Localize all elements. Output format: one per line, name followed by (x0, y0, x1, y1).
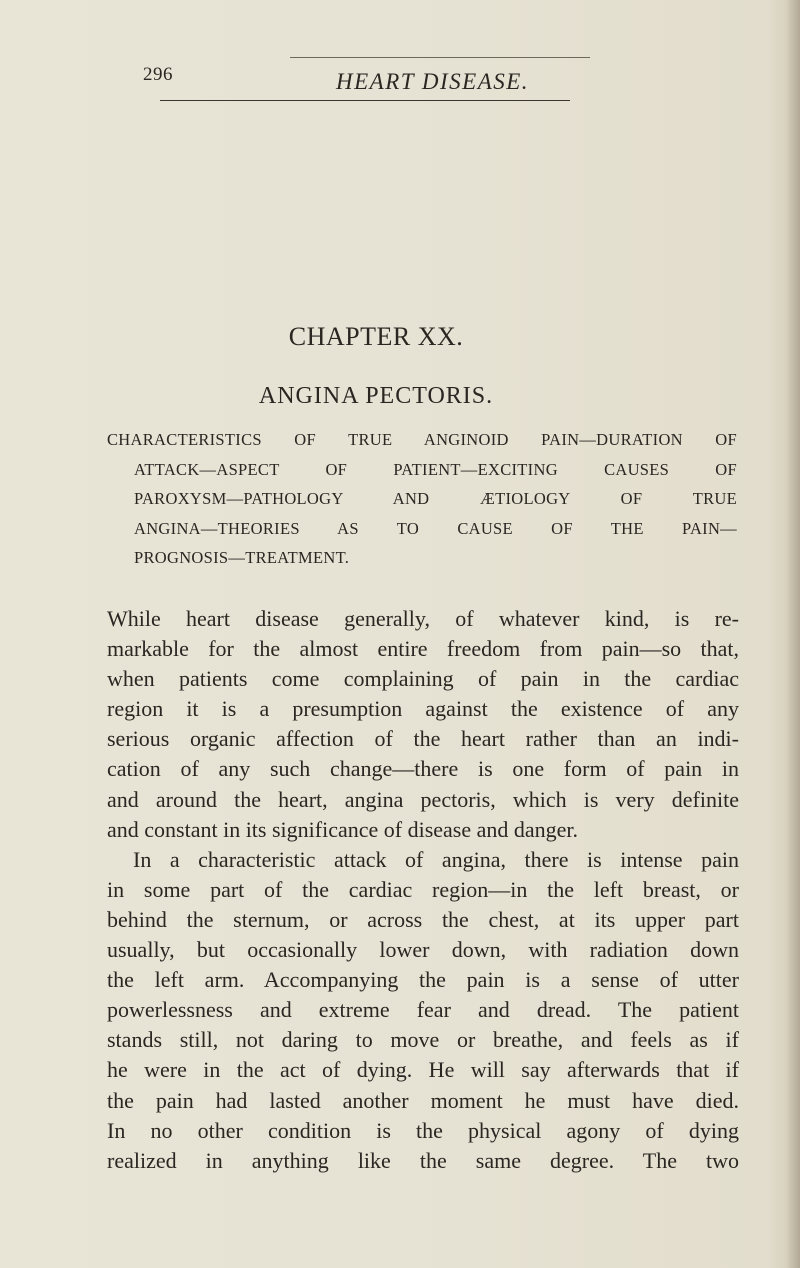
body-line: In a characteristic attack of angina, there is intense pain (133, 846, 739, 872)
chapter-number: CHAPTER XX. (288, 322, 464, 351)
synopsis-line: PAROXYSM—PATHOLOGY AND ÆTIOLOGY OF TRUE (134, 489, 737, 509)
chapter-title: ANGINA PECTORIS. (258, 383, 494, 409)
body-line: cation of any such change—there is one form of pain in (107, 756, 739, 782)
body-line: and around the heart, angina pectoris, which is very definite (107, 786, 739, 812)
chapter-synopsis (107, 425, 737, 573)
body-line: powerlessness and extreme fear and dread. The patient (107, 997, 739, 1023)
body-line: in some part of the cardiac region—in the left breast, or (107, 876, 739, 902)
header-rule (160, 100, 570, 101)
running-title: HEART DISEASE. (336, 69, 530, 94)
synopsis-line: ATTACK—ASPECT OF PATIENT—EXCITING CAUSES OF (134, 459, 737, 479)
synopsis-line: CHARACTERISTICS OF TRUE ANGINOID PAIN—DURATION OF (107, 430, 737, 449)
page-edge-shadow (786, 0, 800, 1268)
body-line: behind the sternum, or across the chest, at its upper part (107, 906, 739, 932)
body-line: stands still, not daring to move or breathe, and feels as if (107, 1027, 739, 1053)
body-line: region it is a presumption against the existence of any (107, 696, 739, 722)
body-line: usually, but occasionally lower down, with radiation down (107, 937, 739, 963)
synopsis-line: ANGINA—THEORIES AS TO CAUSE OF THE PAIN— (134, 518, 737, 538)
body-line: serious organic affection of the heart rather than an indi- (107, 726, 739, 752)
body-text (107, 604, 739, 1176)
body-line: and constant in its significance of disease and danger. (107, 816, 579, 842)
body-line: the pain had lasted another moment he must have died. (107, 1087, 739, 1113)
body-line: realized in anything like the same degree. The two (107, 1147, 739, 1173)
body-line: While heart disease generally, of whatever kind, is re- (107, 606, 739, 631)
page-number: 296 (143, 64, 173, 85)
body-line: markable for the almost entire freedom from pain—so that, (107, 636, 739, 662)
body-line: the left arm. Accompanying the pain is a sense of utter (107, 967, 739, 993)
synopsis-line: PROGNOSIS—TREATMENT. (134, 548, 350, 568)
body-line: when patients come complaining of pain in the cardiac (107, 666, 739, 692)
top-rule (290, 57, 590, 58)
body-line: In no other condition is the physical agony of dying (107, 1117, 739, 1143)
body-line: he were in the act of dying. He will say afterwards that if (107, 1057, 739, 1083)
